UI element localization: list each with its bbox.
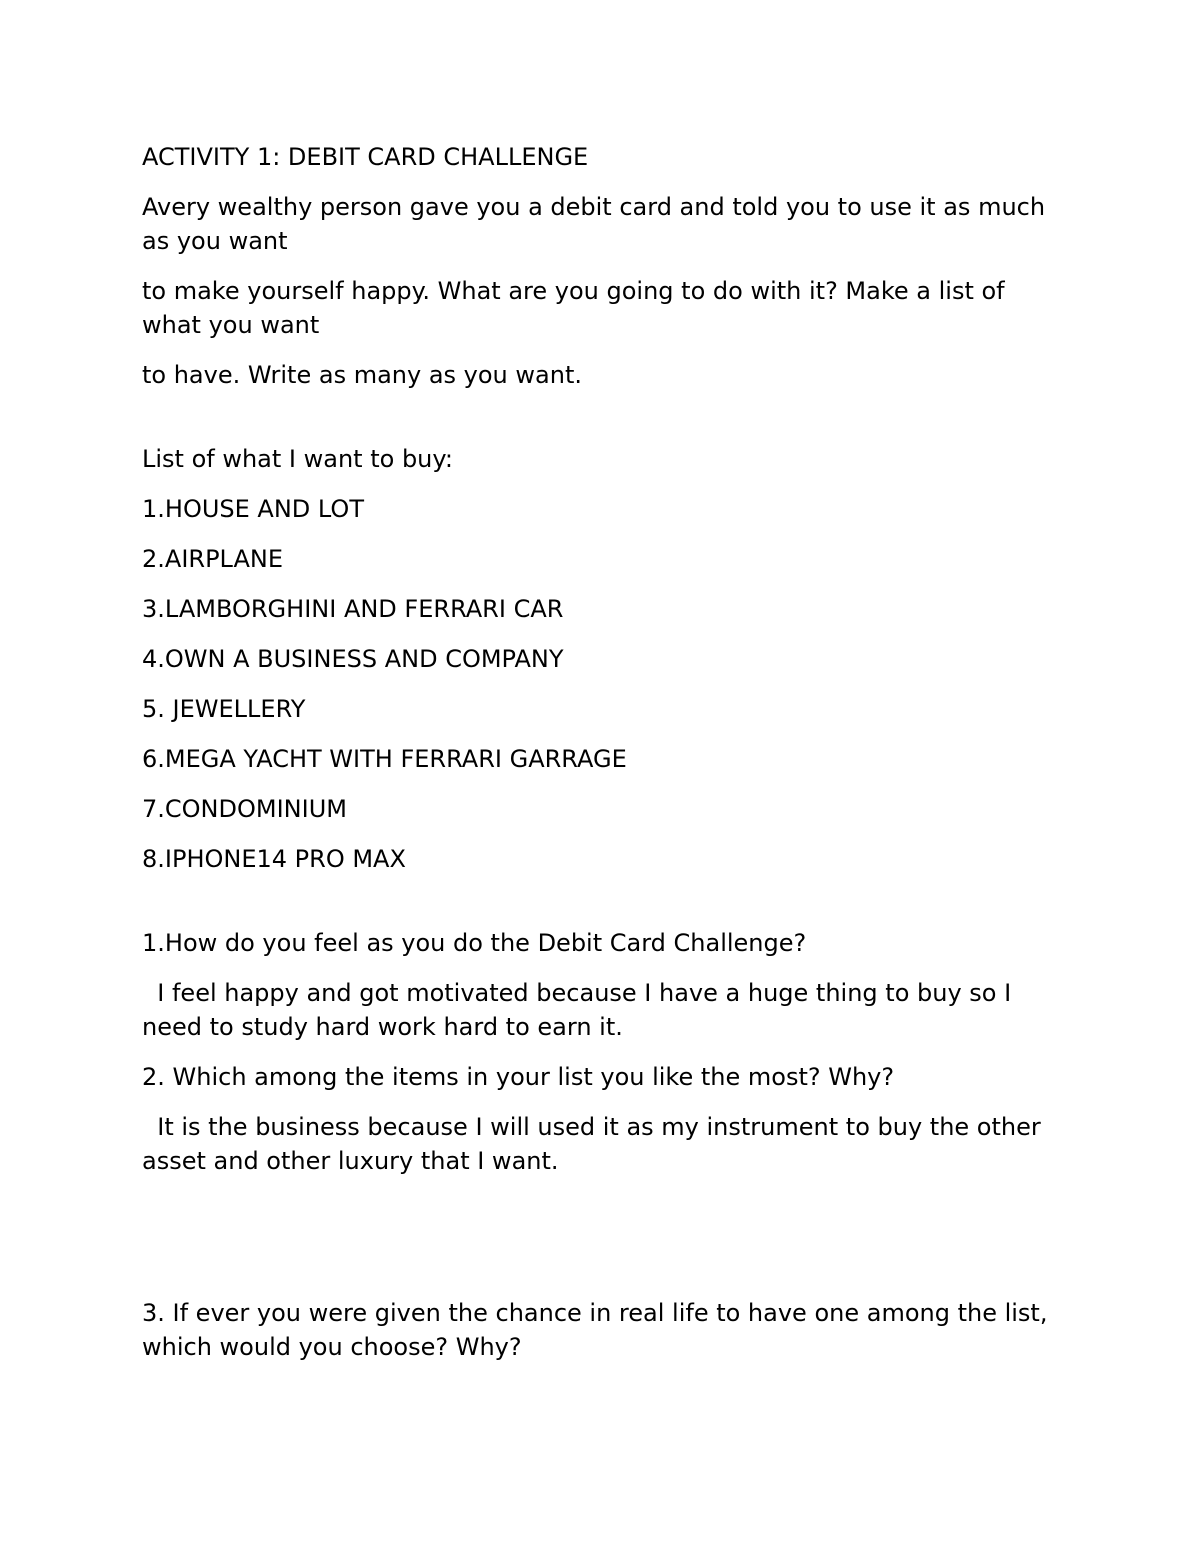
list-item: 5. JEWELLERY xyxy=(142,695,306,723)
document-body xyxy=(142,140,1062,1380)
question-1: 1.How do you feel as you do the Debit Card Challenge? xyxy=(142,929,807,957)
question-2: 2. Which among the items in your list you like the most? Why? xyxy=(142,1063,895,1091)
list-item: 6.MEGA YACHT WITH FERRARI GARRAGE xyxy=(142,745,627,773)
list-item: 7.CONDOMINIUM xyxy=(142,795,347,823)
intro-line-1: Avery wealthy person gave you a debit card and told you to use it as much as you want xyxy=(142,193,1053,255)
answer-2: It is the business because I will used it as my instrument to buy the other asset and other luxury that I want. xyxy=(142,1113,1049,1175)
list-heading: List of what I want to buy: xyxy=(142,445,453,473)
list-item: 3.LAMBORGHINI AND FERRARI CAR xyxy=(142,595,564,623)
intro-line-2: to make yourself happy. What are you going to do with it? Make a list of what you want xyxy=(142,277,1013,339)
list-item: 4.OWN A BUSINESS AND COMPANY xyxy=(142,645,564,673)
activity-title: ACTIVITY 1: DEBIT CARD CHALLENGE xyxy=(142,143,589,171)
list-item: 8.IPHONE14 PRO MAX xyxy=(142,845,406,873)
wish-list xyxy=(142,492,1062,876)
list-item: 1.HOUSE AND LOT xyxy=(142,495,364,523)
question-3: 3. If ever you were given the chance in real life to have one among the list, which would you choose? Why? xyxy=(142,1299,1056,1361)
intro-line-3: to have. Write as many as you want. xyxy=(142,361,582,389)
list-item: 2.AIRPLANE xyxy=(142,545,283,573)
answer-1: I feel happy and got motivated because I have a huge thing to buy so I need to study hard work hard to earn it. xyxy=(142,979,1019,1041)
